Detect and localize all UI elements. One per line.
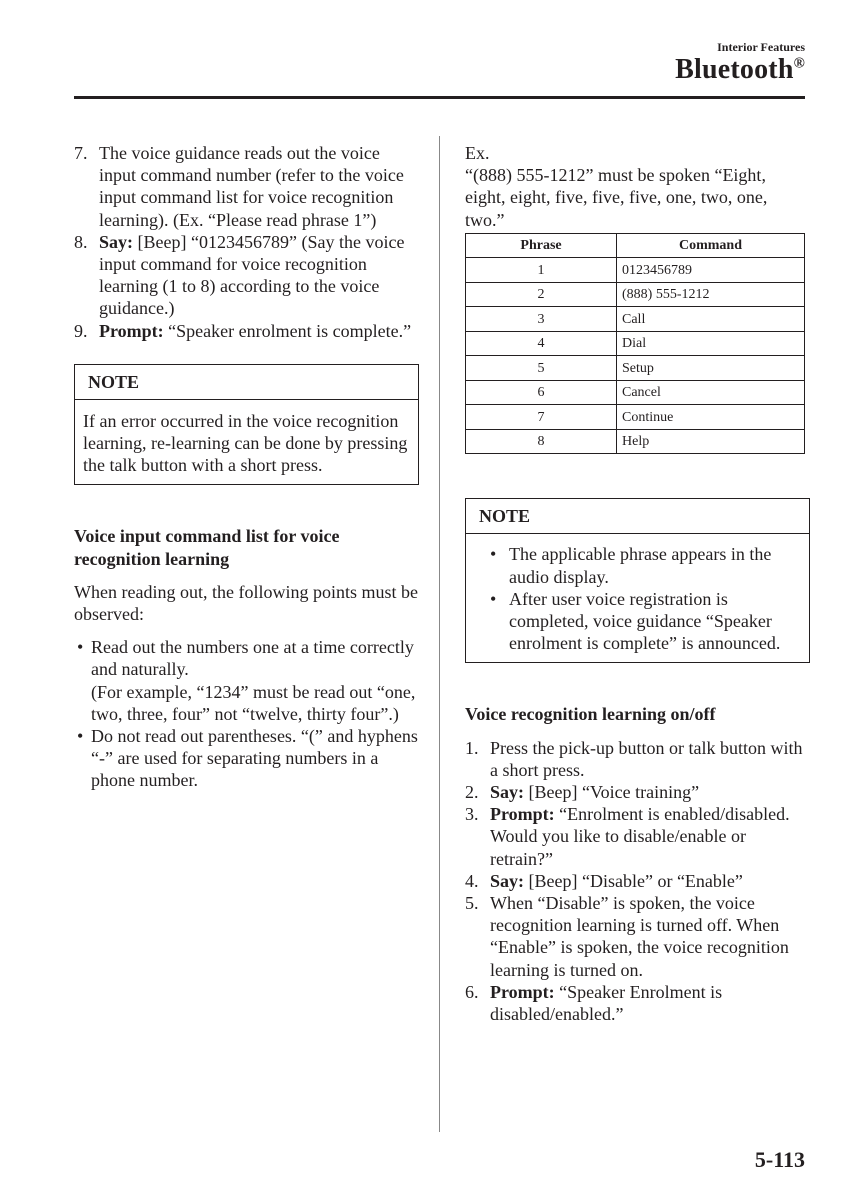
step-text: “Speaker enrolment is complete.”	[163, 320, 412, 341]
note-title: NOTE	[75, 365, 418, 400]
bullet-text: After user voice registration is completed, voice guidance “Speaker enrolment is complete” is announced.	[509, 588, 781, 654]
section-heading: Voice recognition learning on/off	[465, 704, 716, 725]
left-column	[74, 142, 419, 792]
bullet-icon: •	[77, 726, 84, 747]
bullet-icon: •	[77, 637, 84, 658]
step-text: [Beep] “Disable” or “Enable”	[524, 870, 743, 891]
page-title-text: Bluetooth	[675, 54, 794, 85]
note-box	[465, 498, 810, 663]
bullet-text: Read out the numbers one at a time correctly and naturally.	[91, 637, 414, 680]
step-text: “Speaker Enrolment is disabled/enabled.”	[490, 981, 723, 1024]
phrase-cell: 1	[466, 258, 617, 283]
step-number: 3.	[465, 804, 479, 825]
step-number: 6.	[465, 981, 479, 1002]
list-item	[465, 781, 810, 803]
table-row	[466, 380, 805, 405]
step-label: Say:	[99, 231, 134, 252]
step-number: 5.	[465, 892, 479, 913]
table-row	[466, 405, 805, 430]
list-item	[74, 725, 419, 792]
learning-steps-continued	[74, 142, 419, 342]
header-rule	[74, 96, 805, 99]
step-text: “Enrolment is enabled/disabled. Would you like to disable/enable or retrain?”	[490, 804, 790, 869]
step-label: Say:	[490, 870, 525, 891]
registered-mark: ®	[793, 55, 805, 72]
table-row	[466, 258, 805, 283]
intro-text: When reading out, the following points must be observed:	[74, 581, 418, 625]
column-divider	[439, 136, 440, 1132]
column-header: Phrase	[466, 233, 617, 258]
phrase-cell: 4	[466, 331, 617, 356]
observe-list	[74, 636, 419, 791]
list-item	[74, 636, 419, 725]
step-label: Say:	[490, 781, 525, 802]
table-row	[466, 429, 805, 454]
table-row	[466, 282, 805, 307]
example-text: “(888) 555-1212” must be spoken “Eight, eight, eight, five, five, five, one, two, one, two.”	[465, 165, 768, 230]
step-label: Prompt:	[490, 981, 555, 1002]
list-item	[465, 737, 810, 781]
step-number: 7.	[74, 143, 88, 163]
step-text: The voice guidance reads out the voice input command number (refer to the voice input command list for voice recognition learning). (Ex. “Please read phrase 1”)	[99, 143, 404, 230]
step-number: 2.	[465, 781, 479, 802]
note-title: NOTE	[466, 499, 809, 534]
phrase-cell: 2	[466, 282, 617, 307]
table-header-row	[466, 233, 805, 258]
command-cell: Dial	[617, 331, 805, 356]
right-column	[465, 142, 810, 1025]
bullet-icon: •	[490, 588, 497, 609]
step-label: Prompt:	[490, 804, 555, 825]
list-item	[74, 142, 419, 231]
page-title	[675, 54, 805, 86]
note-box	[74, 364, 419, 486]
step-text: When “Disable” is spoken, the voice recognition learning is turned off. When “Enable” is spoken, the voice recognition learning is turned on.	[490, 892, 789, 980]
step-text: [Beep] “0123456789” (Say the voice input command for voice recognition learning (1 to 8) according to the voice guidance.)	[99, 231, 405, 319]
command-cell: Call	[617, 307, 805, 332]
list-item	[465, 803, 810, 870]
step-number: 9.	[74, 320, 88, 341]
page-number: 5-113	[754, 1147, 805, 1172]
list-item	[74, 320, 419, 342]
table-row	[466, 331, 805, 356]
command-cell: 0123456789	[617, 258, 805, 283]
bullet-icon: •	[490, 544, 497, 565]
step-text: Press the pick-up button or talk button with a short press.	[490, 737, 803, 780]
command-cell: Help	[617, 429, 805, 454]
phrase-cell: 8	[466, 429, 617, 454]
step-number: 8.	[74, 231, 88, 252]
command-cell: Continue	[617, 405, 805, 430]
phrase-cell: 3	[466, 307, 617, 332]
column-header: Command	[617, 233, 805, 258]
section-heading: Voice input command list for voice recognition learning	[74, 526, 340, 569]
phrase-cell: 6	[466, 380, 617, 405]
step-text: [Beep] “Voice training”	[524, 781, 700, 802]
command-table	[465, 233, 805, 455]
bullet-text: Do not read out parentheses. “(” and hyphens “-” are used for separating numbers in a phone number.	[91, 726, 418, 791]
step-number: 4.	[465, 870, 479, 891]
list-item	[474, 543, 801, 587]
on-off-steps	[465, 737, 810, 1026]
phrase-cell: 5	[466, 356, 617, 381]
command-cell: Setup	[617, 356, 805, 381]
list-item	[465, 981, 810, 1025]
phrase-cell: 7	[466, 405, 617, 430]
note-body	[466, 534, 809, 662]
table-row	[466, 356, 805, 381]
list-item	[474, 588, 801, 655]
command-cell: (888) 555-1212	[617, 282, 805, 307]
list-item	[74, 231, 419, 320]
table-row	[466, 307, 805, 332]
list-item	[465, 892, 810, 981]
step-label: Prompt:	[99, 320, 164, 341]
bullet-text: The applicable phrase appears in the audio display.	[509, 544, 772, 587]
command-cell: Cancel	[617, 380, 805, 405]
step-number: 1.	[465, 737, 479, 758]
note-body: If an error occurred in the voice recognition learning, re-learning can be done by pressing the talk button with a short press.	[83, 410, 408, 476]
example-label: Ex.	[465, 143, 490, 163]
section-title: Interior Features	[717, 40, 805, 54]
list-item	[465, 870, 810, 892]
table-body	[466, 258, 805, 454]
bullet-example: (For example, “1234” must be read out “one, two, three, four” not “twelve, thirty four”.)	[91, 681, 416, 724]
